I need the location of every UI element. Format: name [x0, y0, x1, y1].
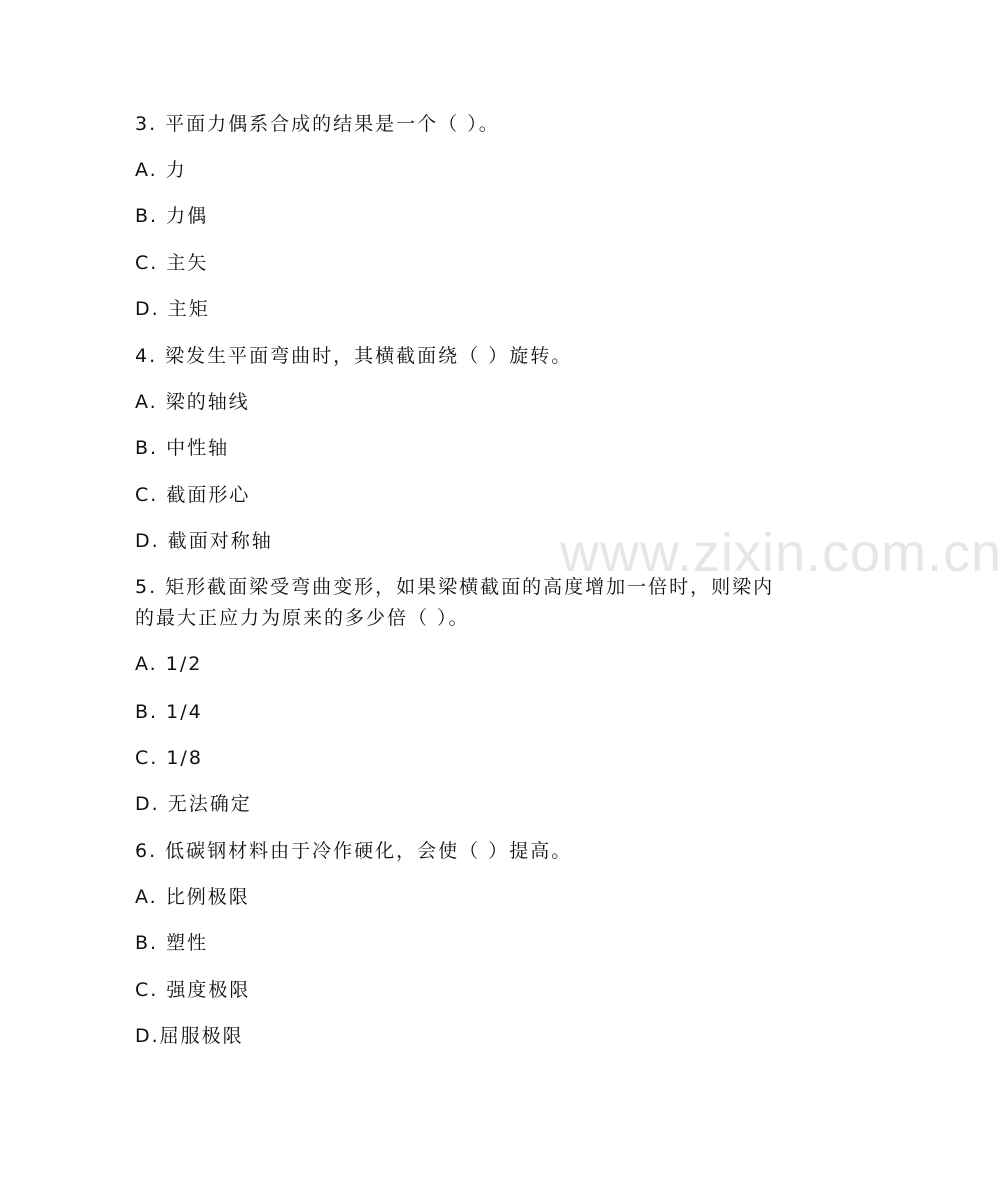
question-3-option-b: B. 力偶: [135, 205, 209, 227]
question-4-stem: 4. 梁发生平面弯曲时，其横截面绕（ ）旋转。: [135, 345, 573, 367]
question-5-stem-line2: 的最大正应力为原来的多少倍（ ）。: [135, 607, 470, 629]
question-6-option-b: B. 塑性: [135, 932, 209, 954]
question-5-option-b: B. 1/4: [135, 701, 203, 723]
question-6-option-d: D.屈服极限: [135, 1025, 244, 1047]
question-3-option-d: D. 主矩: [135, 298, 210, 320]
question-4-option-c: C. 截面形心: [135, 484, 251, 506]
question-6-option-c: C. 强度极限: [135, 979, 251, 1001]
question-6-option-a: A. 比例极限: [135, 886, 250, 908]
question-3-stem: 3. 平面力偶系合成的结果是一个（ ）。: [135, 113, 500, 135]
question-5-option-d: D. 无法确定: [135, 793, 252, 815]
question-3-option-c: C. 主矢: [135, 252, 209, 274]
question-6-stem: 6. 低碳钢材料由于冷作硬化，会使（ ）提高。: [135, 840, 573, 862]
question-4-option-b: B. 中性轴: [135, 437, 230, 459]
question-3-option-a: A. 力: [135, 159, 187, 181]
question-4-option-d: D. 截面对称轴: [135, 530, 273, 552]
question-5-stem-line1: 5. 矩形截面梁受弯曲变形，如果梁横截面的高度增加一倍时，则梁内: [135, 576, 775, 598]
question-5-option-a: A. 1/2: [135, 653, 203, 675]
question-5-option-c: C. 1/8: [135, 747, 203, 769]
watermark: www.zixin.com.cn: [560, 523, 1002, 583]
question-4-option-a: A. 梁的轴线: [135, 391, 250, 413]
